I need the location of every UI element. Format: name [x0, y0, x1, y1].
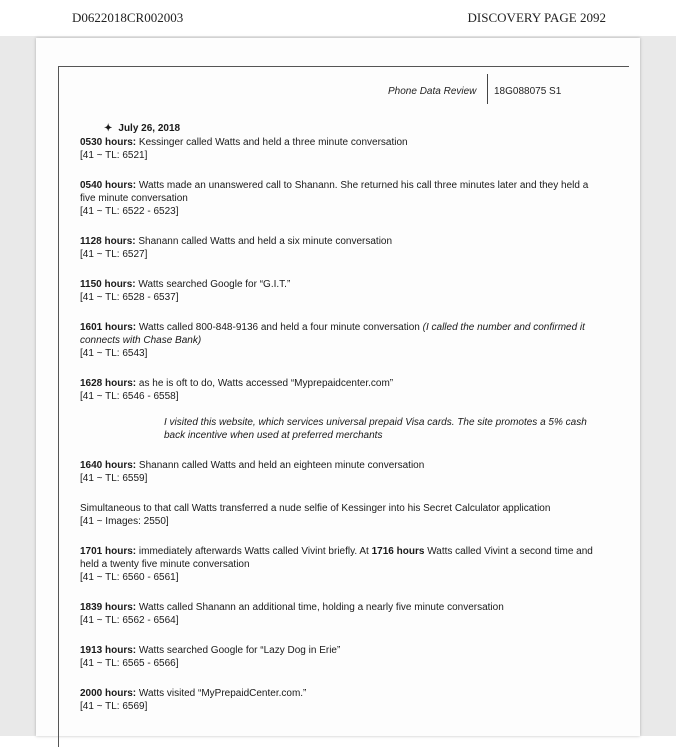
- entry-reference: [41 ~ TL: 6569]: [80, 701, 148, 712]
- header-divider: [487, 74, 488, 104]
- report-title: Phone Data Review: [388, 86, 477, 97]
- report-date: ✦ July 26, 2018: [104, 123, 181, 134]
- timeline-entry: [80, 278, 600, 304]
- timeline-entry: [80, 601, 600, 627]
- entry-time: 1913 hours:: [80, 645, 137, 656]
- discovery-page-number: DISCOVERY PAGE 2092: [467, 10, 606, 25]
- entry-reference: [41 ~ TL: 6527]: [80, 249, 148, 260]
- bullet-icon: ✦: [104, 123, 113, 134]
- timeline-entry: [80, 687, 600, 713]
- entry-time: 0530 hours:: [80, 137, 137, 148]
- discovery-header: [0, 10, 676, 30]
- simultaneous-entry: [80, 502, 600, 528]
- entry-text: Shanann called Watts and held a six minute conversation: [138, 236, 393, 247]
- report-content: [80, 122, 600, 730]
- entry-text: Watts searched Google for “G.I.T.”: [138, 279, 291, 290]
- timeline-entry: [80, 136, 600, 162]
- entry-time: 2000 hours:: [80, 688, 137, 699]
- entry-text: Watts called Shanann an additional time, holding a nearly five minute conversation: [138, 602, 504, 613]
- entry-time: 1128 hours:: [80, 236, 136, 247]
- control-number: D0622018CR002003: [72, 10, 184, 25]
- entry-reference: [41 ~ TL: 6522 - 6523]: [80, 206, 179, 217]
- entry-text: Kessinger called Watts and held a three minute conversation: [138, 137, 408, 148]
- entry-reference: [41 ~ TL: 6546 - 6558]: [80, 391, 179, 402]
- case-reference: 18G088075 S1: [494, 86, 562, 97]
- entry-reference: [41 ~ TL: 6560 - 6561]: [80, 572, 179, 583]
- entry-time-secondary: 1716 hours: [371, 546, 425, 557]
- entry-reference: [41 ~ Images: 2550]: [80, 516, 169, 527]
- entry-time: 1640 hours:: [80, 460, 137, 471]
- simultaneous-text: Simultaneous to that call Watts transferred a nude selfie of Kessinger into his Secret Calculator application: [80, 503, 551, 514]
- entry-text: immediately afterwards Watts called Vivint briefly. At: [138, 546, 369, 557]
- entry-time: 1701 hours:: [80, 546, 137, 557]
- timeline-entry: [80, 235, 600, 261]
- entry-text-secondary: Watts called Vivint a second time and held a twenty five minute conversation: [80, 546, 593, 570]
- timeline-entry: [80, 644, 600, 670]
- entry-time: 1839 hours:: [80, 602, 137, 613]
- entry-text: as he is oft to do, Watts accessed “Myprepaidcenter.com”: [138, 378, 394, 389]
- entry-text: Shanann called Watts and held an eighteen minute conversation: [138, 460, 425, 471]
- entry-time: 1150 hours:: [80, 279, 136, 290]
- timeline-entry: [80, 377, 600, 403]
- entry-reference: [41 ~ TL: 6565 - 6566]: [80, 658, 179, 669]
- document-page: [36, 38, 640, 736]
- entry-reference: [41 ~ TL: 6562 - 6564]: [80, 615, 179, 626]
- entry-text: Watts visited “MyPrepaidCenter.com.”: [138, 688, 307, 699]
- timeline-entry: [80, 545, 600, 584]
- page-header: [36, 84, 640, 108]
- entry-text: Watts searched Google for “Lazy Dog in Erie”: [138, 645, 341, 656]
- entry-time: 0540 hours:: [80, 180, 137, 191]
- entry-reference: [41 ~ TL: 6559]: [80, 473, 148, 484]
- entry-time: 1628 hours:: [80, 378, 137, 389]
- entry-annotation: (I called the number and confirmed it connects with Chase Bank): [80, 322, 585, 346]
- entry-text: Watts made an unanswered call to Shanann. She returned his call three minutes later and they held a five minute conversation: [80, 180, 589, 204]
- entry-reference: [41 ~ TL: 6528 - 6537]: [80, 292, 179, 303]
- entry-time: 1601 hours:: [80, 322, 137, 333]
- entry-reference: [41 ~ TL: 6521]: [80, 150, 148, 161]
- entry-text: Watts called 800-848-9136 and held a four minute conversation: [138, 322, 420, 333]
- timeline-entry: [80, 321, 600, 360]
- timeline-entry: [80, 459, 600, 485]
- timeline-entry: [80, 179, 600, 218]
- entry-reference: [41 ~ TL: 6543]: [80, 348, 148, 359]
- website-note: I visited this website, which services universal prepaid Visa cards. The site promotes a 5% cash back incentive when used at preferred merchants: [164, 417, 587, 441]
